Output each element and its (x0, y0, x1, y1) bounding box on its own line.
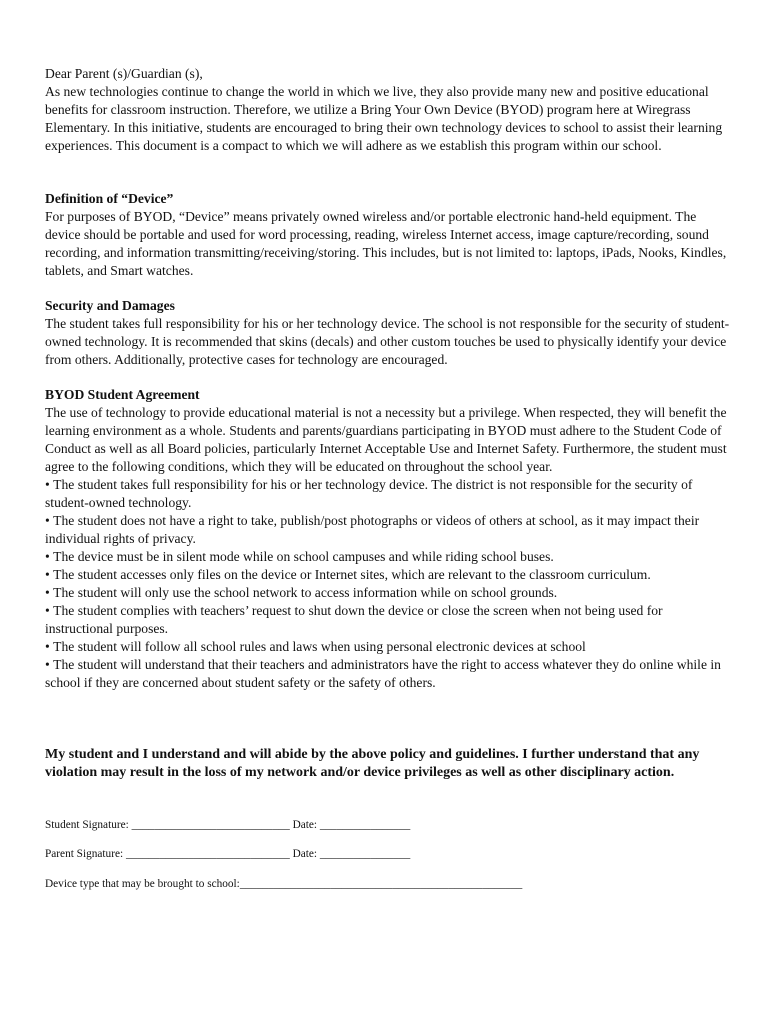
definition-section (45, 190, 733, 280)
list-item: • The student will only use the school network to access information while on school grounds. (45, 584, 733, 602)
conditions-list (45, 476, 733, 692)
list-item: • The student does not have a right to take, publish/post photographs or videos of others at school, as it may impact their individual rights of privacy. (45, 512, 733, 548)
definition-heading: Definition of “Device” (45, 191, 174, 206)
security-heading: Security and Damages (45, 298, 175, 313)
security-paragraph: The student takes full responsibility for his or her technology device. The school is not responsible for the security of student-owned technology. It is recommended that skins (decals) and other custom touches be used to physically identify your device from others. Additionally, protective cases for technology are encouraged. (45, 316, 730, 367)
device-type-line[interactable]: Device type that may be brought to school:__________________________________________________ (45, 878, 523, 890)
list-item: • The student accesses only files on the device or Internet sites, which are relevant to the classroom curriculum. (45, 566, 733, 584)
list-item: • The student takes full responsibility for his or her technology device. The district is not responsible for the security of student-owned technology. (45, 476, 733, 512)
acknowledgement-statement: My student and I understand and will abide by the above policy and guidelines. I further understand that any violation may result in the loss of my network and/or device privileges as well as other disciplinary action. (45, 747, 700, 780)
byod-agreement-paragraph: The use of technology to provide educational material is not a necessity but a privilege. When respected, they will benefit the learning environment as a whole. Students and parents/guardians participating in BYOD must adhere to the Student Code of Conduct as well as all Board policies, particularly Internet Acceptable Use and Internet Safety. Furthermore, the student must agree to the following conditions, which they will be educated on throughout the school year. (45, 405, 727, 474)
list-item: • The device must be in silent mode while on school campuses and while riding school buses. (45, 548, 733, 566)
byod-agreement-heading: BYOD Student Agreement (45, 387, 200, 402)
parent-signature-line[interactable]: Parent Signature: _____________________________ Date: ________________ (45, 848, 411, 860)
definition-paragraph: For purposes of BYOD, “Device” means privately owned wireless and/or portable electronic hand-held equipment. The device should be portable and used for word processing, reading, wireless Internet access, image capture/recording, sound recording, and information transmitting/receiving/storing. This includes, but is not limited to: laptops, iPads, Nooks, Kindles, tablets, and Smart watches. (45, 209, 727, 278)
intro-section (45, 65, 733, 155)
intro-paragraph: As new technologies continue to change the world in which we live, they also provide many new and positive educational benefits for classroom instruction. Therefore, we utilize a Bring Your Own Device (BYOD) program here at Wiregrass Elementary. In this initiative, students are encouraged to bring their own technology devices to school to assist their learning experiences. This document is a compact to which we will adhere as we establish this program within our school. (45, 84, 723, 153)
list-item: • The student complies with teachers’ request to shut down the device or close the screen when not being used for instructional purposes. (45, 602, 733, 638)
greeting: Dear Parent (s)/Guardian (s), (45, 66, 203, 81)
byod-agreement-section (45, 386, 733, 692)
student-signature-line[interactable]: Student Signature: ____________________________ Date: ________________ (45, 819, 411, 831)
list-item: • The student will follow all school rules and laws when using personal electronic devices at school (45, 638, 733, 656)
security-section (45, 297, 733, 369)
list-item: • The student will understand that their teachers and administrators have the right to access whatever they do online while in school if they are concerned about student safety or the safety of others. (45, 656, 733, 692)
